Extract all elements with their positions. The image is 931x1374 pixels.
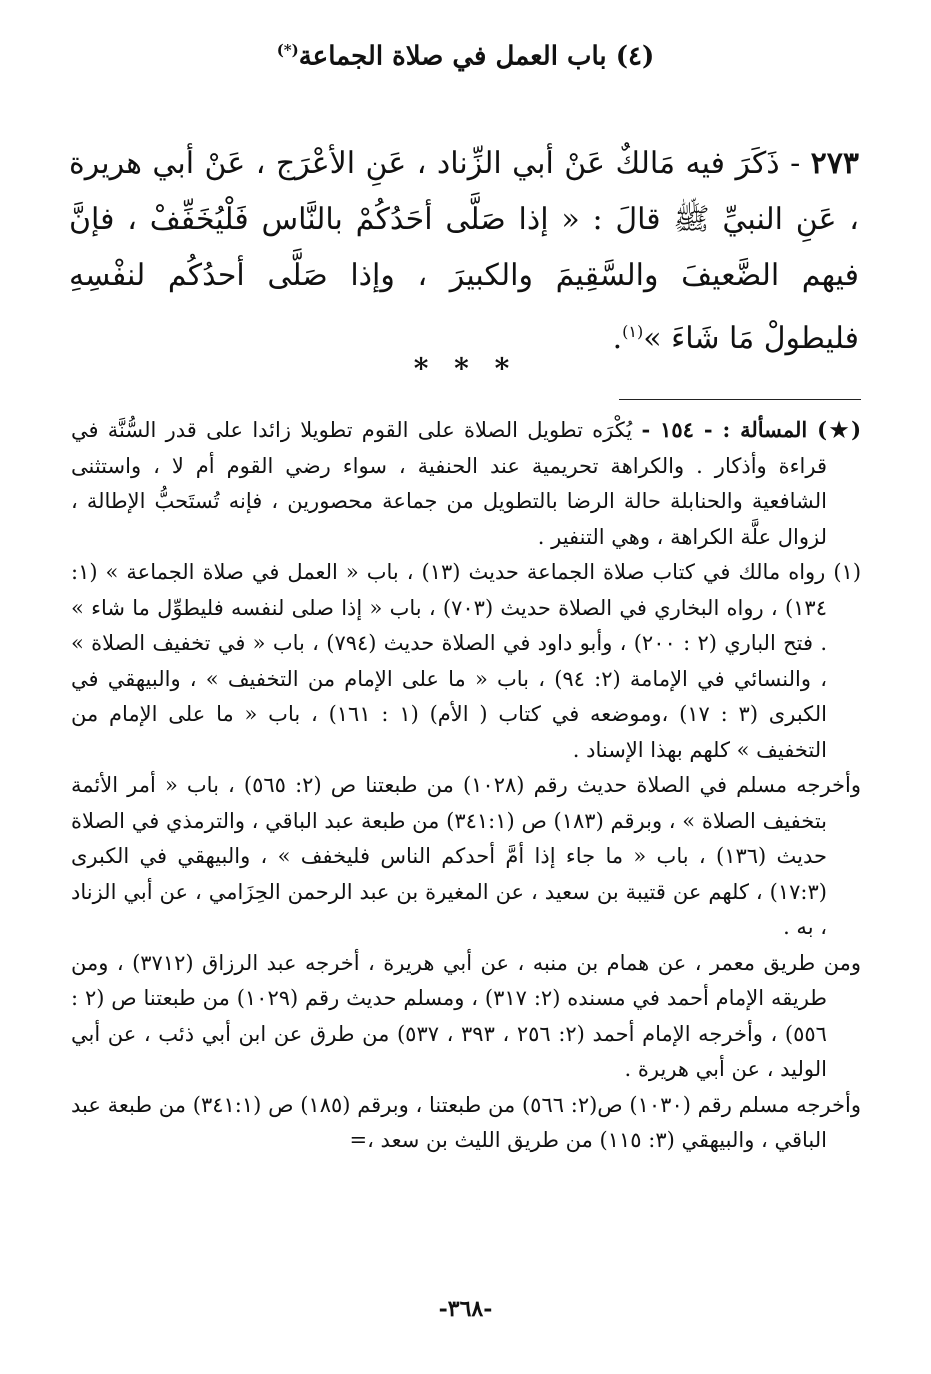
footnote-1: [71, 555, 861, 768]
footnotes: [71, 412, 861, 1159]
hadith-body: - ذَكَرَ فيه مَالكٌ عَنْ أبي الزِّناد ، عَنِ الأعْرَج ، عَنْ أبي هريرة ، عَنِ النبيِّ ﷺ قالَ : « إذا صَلَّى أحَدُكُمْ بالنَّاس فَلْيُخَفِّفْ ، فإنَّ فيهم الضَّعيفَ والسَّقِيمَ والكبيرَ ، وإذا صَلَّى أحدُكُم لنفْسِهِ فليطولْ مَا شَاءَ »: [69, 146, 859, 356]
chapter-footnote-marker: (*): [276, 41, 299, 59]
page-number: -٣٦٨-: [438, 1296, 493, 1322]
footnote-label: (١): [833, 560, 862, 584]
footnote-text: رواه مالك في كتاب صلاة الجماعة حديث (١٣) ، باب « العمل في صلاة الجماعة » (١: ١٣٤) ، رواه البخاري في الصلاة حديث (٧٠٣) ، باب « إذا صلى لنفسه فليطوِّل ما شاء » . فتح الباري (٢ : ٢٠٠) ، وأبو داود في الصلاة حديث (٧٩٤) ، باب « في تخفيف الصلاة » ، والنسائي في الإمامة (٢: ٩٤) ، باب « ما على الإمام من التخفيف » ، والبيهقي في الكبرى (٣ : ١٧) ،وموضعه في كتاب ( الأم) (١ : ١٦١) ، باب « ما على الإمام من التخفيف » كلهم بهذا الإسناد .: [71, 560, 834, 762]
footnote-paragraph: وأخرجه مسلم رقم (١٠٣٠) ص(٢: ٥٦٦) من طبعتنا ، وبرقم (١٨٥) ص (٣٤١:١) من طبعة عبد الباقي ، والبيهقي (٣: ١١٥) من طريق الليث بن سعد ،=: [71, 1092, 861, 1152]
footnote-label: (★) المسألة : - ١٥٤ -: [641, 417, 862, 442]
hadith-footnote-marker: (١): [622, 322, 644, 341]
hadith-end: .: [612, 321, 623, 356]
footnote-separator-line: [619, 399, 861, 400]
footnote-text: يُكْرَه تطويل الصلاة على القوم تطويلا زائدا على قدر السُّنَّة في قراءة وأذكار . والكراهة تحريمية عند الحنفية ، سواء رضي القوم أم لا ، واستثنى الشافعية والحنابلة حالة الرضا بالتطويل من جماعة محصورين ، فإنه تُستَحبُّ الإطالة ، لزوال علَّة الكراهة ، وهي التنفير .: [71, 418, 827, 549]
hadith-text: [69, 136, 859, 367]
footnote-masala: [71, 412, 861, 555]
chapter-heading: باب العمل في صلاة الجماعة: [298, 41, 607, 72]
footnote-paragraph: وأخرجه مسلم في الصلاة حديث رقم (١٠٢٨) من طبعتنا ص (٢: ٥٦٥) ، باب « أمر الأئمة بتخفيف الصلاة » ، وبرقم (١٨٣) ص (٣٤١:١) من طبعة عبد الباقي ، والترمذي في الصلاة حديث (١٣٦) ، باب « ما جاء إذا أمَّ أحدكم الناس فليخفف » ، والبيهقي في الكبرى (١٧:٣) ، كلهم عن قتيبة بن سعيد ، عن المغيرة بن عبد الرحمن الحِزَامي ، عن أبي الزناد ، به .: [71, 773, 861, 939]
footnote-paragraph: ومن طريق معمر ، عن همام بن منبه ، عن أبي هريرة ، أخرجه عبد الرزاق (٣٧١٢) ، ومن طريقه الإمام أحمد في مسنده (٢: ٣١٧) ، ومسلم حديث رقم (١٠٢٩) من طبعتنا ص (٢ : ٥٥٦) ، وأخرجه الإمام أحمد (٢: ٢٥٦ ، ٣٩٣ ، ٥٣٧) من طرق عن ابن أبي ذئب ، عن أبي الوليد ، عن أبي هريرة .: [71, 950, 861, 1081]
chapter-number: (٤): [615, 41, 655, 72]
section-separator-stars: * * *: [413, 352, 518, 385]
chapter-title: [0, 30, 931, 77]
hadith-number: ٢٧٣: [810, 146, 859, 181]
